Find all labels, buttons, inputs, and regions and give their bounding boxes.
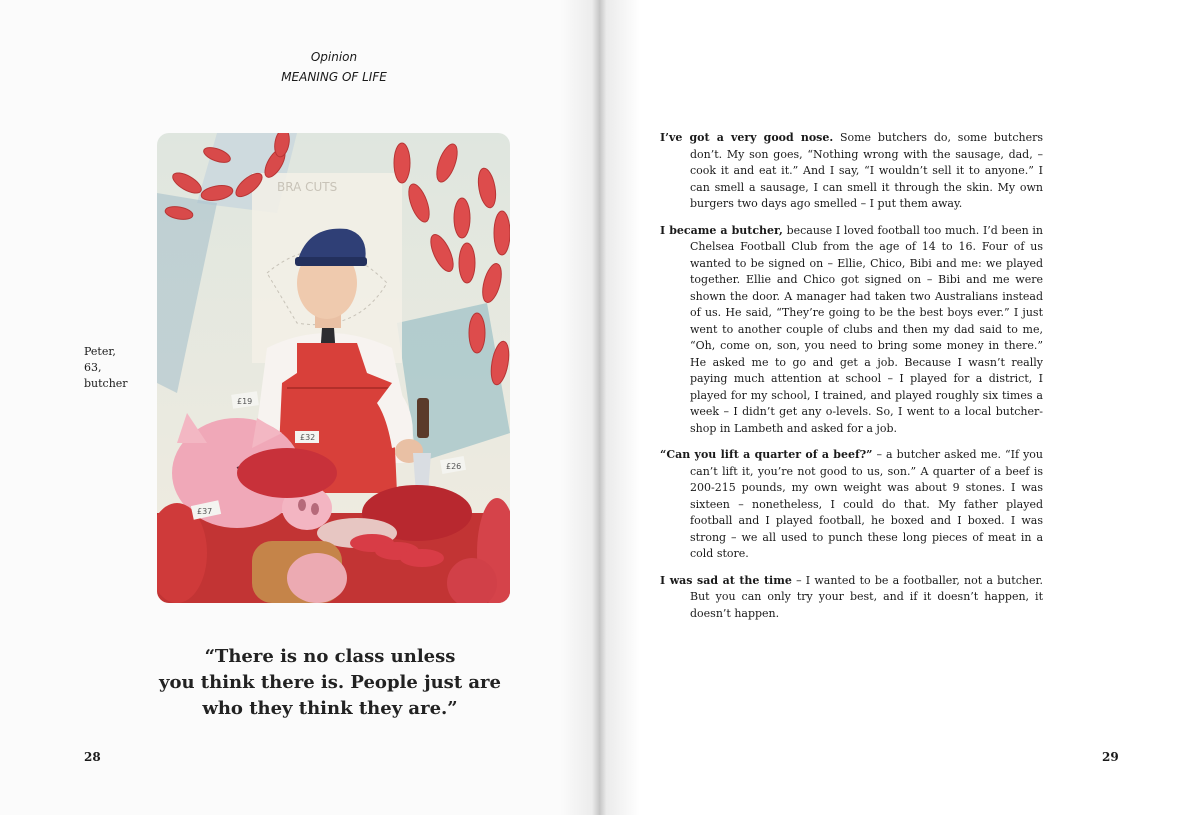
price-tag: £26: [446, 462, 462, 471]
page-number-left: 28: [84, 750, 101, 764]
paragraph-lead: I’ve got a very good nose.: [660, 131, 834, 144]
caption-name: Peter,: [84, 345, 116, 358]
section-label: Opinion: [310, 50, 358, 64]
paragraph-text: Some butchers do, some butchers don’t. My son goes, “Nothing wrong with the sausage, dad, – cook it and eat it.” And I say, “I wouldn’t sell it to anyone.” I can smell a sausage, I can smell it through the skin. My own burgers two days ago smelled – I put them away.: [690, 131, 1043, 210]
paragraph-text: – a butcher asked me. “If you can’t lift it, you’re not good to us, son.” A quarter of a beef is 200-215 pounds, my own weight was about 9 stones. I was sixteen – nonetheless, I could do that. My father played football and I played football, he boxed and I boxed. I was strong – we all used to punch these long pieces of meat in a cold store.: [690, 448, 1043, 560]
paragraph-text: – I wanted to be a footballer, not a butcher. But you can only try your best, and if it doesn’t happen, it doesn’t happen.: [690, 573, 1043, 620]
article-body: [660, 130, 1043, 632]
caption-age: 63,: [84, 361, 102, 374]
sign-text: BRA CUTS: [277, 180, 338, 194]
price-tag: £19: [237, 397, 253, 406]
subsection-label: MEANING OF LIFE: [281, 70, 387, 84]
paragraph-lead: I was sad at the time: [660, 573, 792, 587]
portrait-caption: [84, 344, 144, 392]
page-number-right: 29: [1102, 750, 1119, 764]
quote-line: you think there is. People just are: [158, 672, 501, 693]
article-paragraph: [660, 130, 1043, 213]
butcher-illustration: [157, 133, 510, 603]
caption-role: butcher: [84, 377, 128, 390]
paragraph-lead: “Can you lift a quarter of a beef?”: [660, 448, 873, 461]
quote-line: who they think they are.”: [202, 698, 458, 719]
price-tag: £32: [300, 433, 316, 442]
quote-line: “There is no class unless: [204, 646, 456, 667]
pull-quote: [130, 644, 530, 722]
price-tag: £37: [197, 507, 213, 516]
article-paragraph: [660, 447, 1043, 563]
paragraph-text: because I loved football too much. I’d been in Chelsea Football Club from the age of 14 to 16. Four of us wanted to be signed on – Ellie, Chico, Bibi and me: we played together. Ellie and Chico got signed on – Bibi and me were shown the door. A manager had taken two Australians instead of us. He said, “They’re going to be the best boys ever.” I just went to another couple of clubs and then my dad said to me, “Oh, come on, son, you need to bring some money in there.” He asked me to go and get a job. Because I wasn’t really paying much attention at school – I played for a district, I played for my school, I trained, and played roughly six times a week – I didn’t get any o-levels. So, I went to a local butcher-shop in Lambeth and asked for a job.: [690, 223, 1044, 435]
article-paragraph: [660, 223, 1043, 438]
article-paragraph: [660, 573, 1043, 623]
paragraph-lead: I became a butcher,: [660, 223, 783, 237]
